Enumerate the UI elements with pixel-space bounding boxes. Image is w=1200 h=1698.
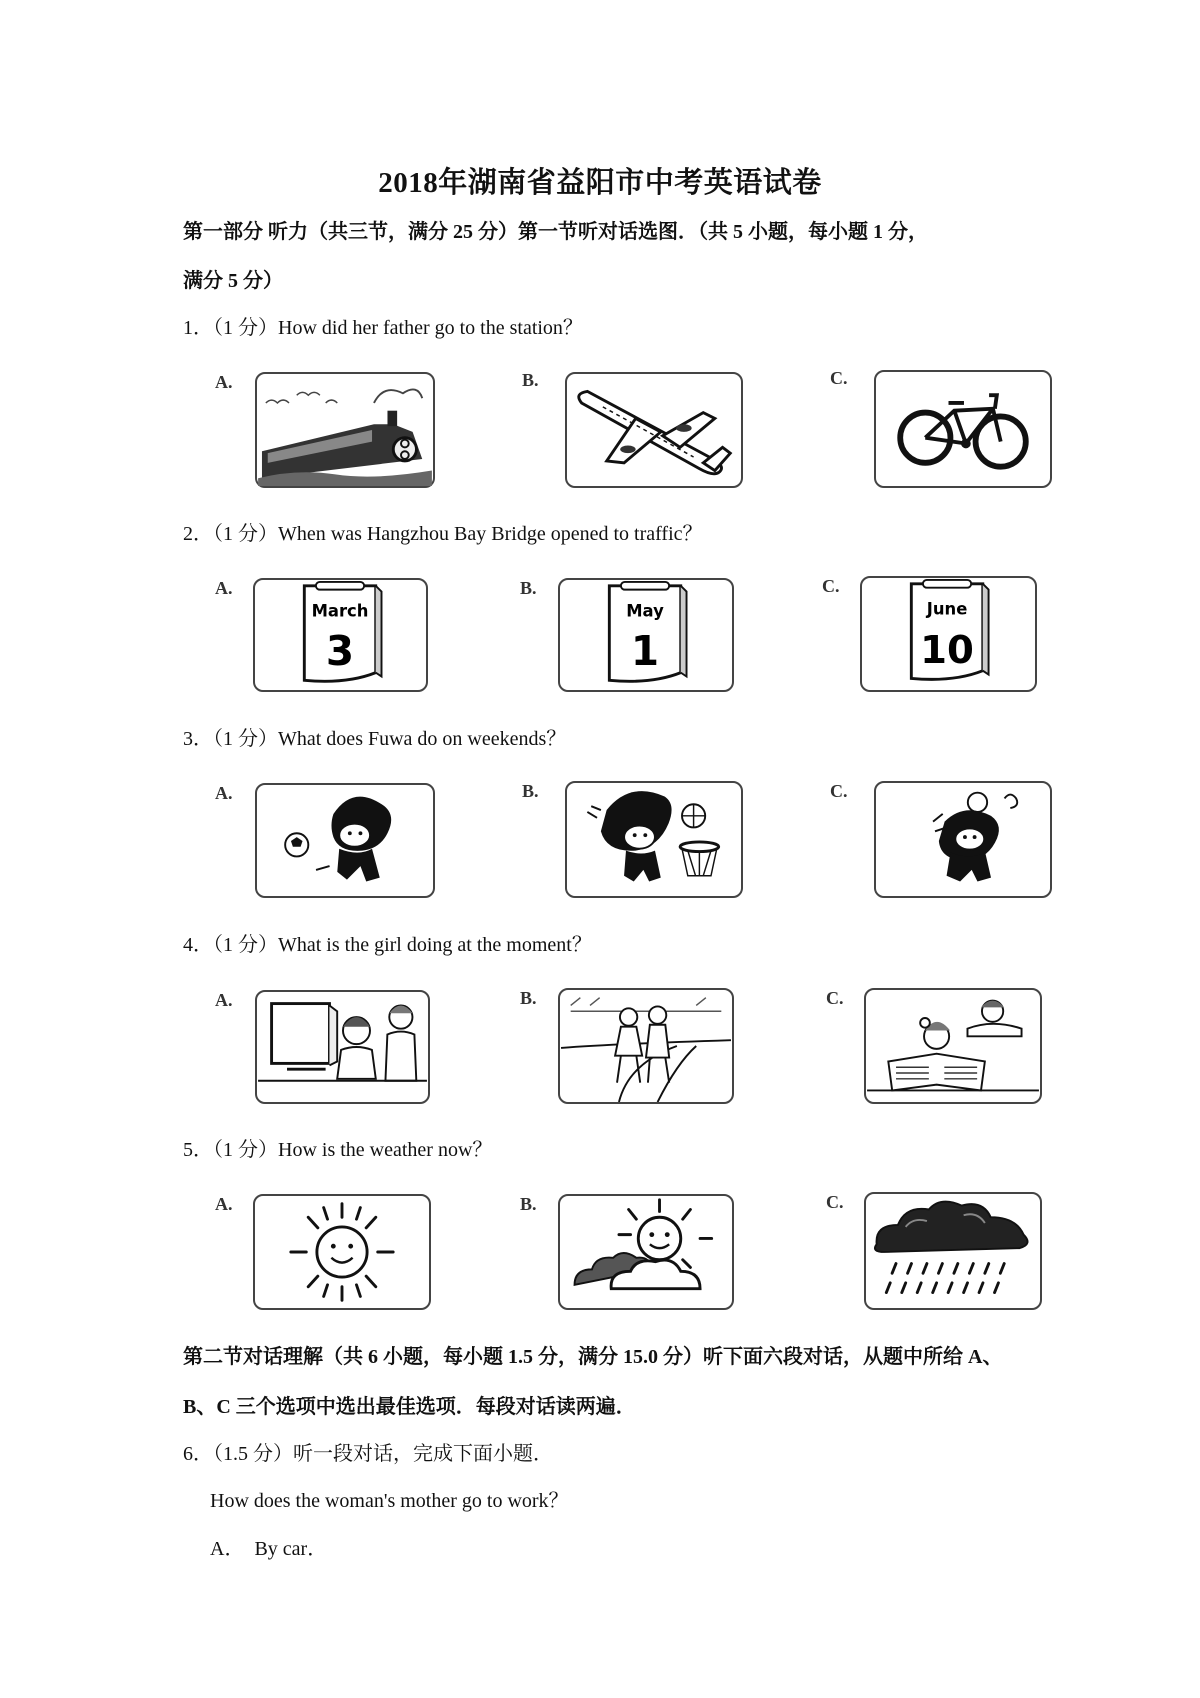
rainy-picture	[864, 1192, 1042, 1310]
q1-option-c-label: C.	[830, 368, 848, 388]
question-number: 6．	[183, 1443, 213, 1465]
question-4	[183, 935, 592, 955]
calendar-day: 1	[630, 626, 660, 675]
question-score: （1 分）	[213, 934, 278, 956]
calendar-icon	[255, 580, 426, 690]
question-3	[183, 729, 566, 749]
q5-option-a-label: A.	[215, 1194, 233, 1214]
sun-cloud-icon	[560, 1196, 732, 1308]
q4-option-a-label: A.	[215, 990, 233, 1010]
calendar-month: March	[311, 601, 369, 621]
question-text: When was Hangzhou Bay Bridge opened to traffic？	[278, 523, 703, 545]
part1-heading-line1: 第一部分 听力（共三节，满分 25 分）第一节听对话选图．（共 5 小题，每小题 1 分，	[183, 221, 928, 243]
q4-option-c-label: C.	[826, 988, 844, 1008]
calendar-month: May	[626, 601, 664, 621]
question-6	[183, 1444, 553, 1464]
q4-option-b-label: B.	[520, 988, 537, 1008]
option-text: By car．	[254, 1538, 328, 1560]
question-score: （1 分）	[213, 728, 278, 750]
q3-option-c-label: C.	[830, 781, 848, 801]
bicycle-picture	[874, 370, 1052, 488]
question-6-option-a	[210, 1539, 327, 1559]
question-number: 4．	[183, 934, 213, 956]
fuwa-soccer-icon	[257, 785, 433, 896]
question-number: 1．	[183, 317, 213, 339]
part2-heading-line2: B、C 三个选项中选出最佳选项．每段对话读两遍．	[183, 1396, 636, 1418]
q2-option-b-label: B.	[520, 578, 537, 598]
question-text: How did her father go to the station？	[278, 317, 583, 339]
q3-option-a-label: A.	[215, 783, 233, 803]
fuwa-volleyball-icon	[876, 783, 1050, 896]
calendar-may-picture	[558, 578, 734, 692]
fuwa-volleyball-picture	[874, 781, 1052, 898]
part1-heading-line2: 满分 5 分）	[183, 270, 283, 292]
calendar-june-picture	[860, 576, 1037, 692]
q5-option-c-label: C.	[826, 1192, 844, 1212]
plane-icon	[567, 374, 741, 486]
option-label: A．	[210, 1538, 245, 1560]
q1-option-a-label: A.	[215, 372, 233, 392]
calendar-day: 10	[920, 627, 974, 673]
question-text: What does Fuwa do on weekends？	[278, 728, 567, 750]
question-score: （1.5 分）	[213, 1443, 293, 1465]
fuwa-basketball-picture	[565, 781, 743, 898]
train-picture	[255, 372, 435, 488]
question-text: What is the girl doing at the moment？	[278, 934, 592, 956]
question-instruction: 听一段对话，完成下面小题．	[293, 1443, 553, 1465]
question-score: （1 分）	[213, 523, 278, 545]
question-text: How is the weather now？	[278, 1139, 493, 1161]
girl-walking-icon	[560, 990, 732, 1102]
calendar-day: 3	[325, 626, 355, 675]
calendar-icon	[560, 580, 732, 690]
q2-option-c-label: C.	[822, 576, 840, 596]
girl-newspaper-icon	[866, 990, 1040, 1102]
girl-newspaper-picture	[864, 988, 1042, 1104]
q3-option-b-label: B.	[522, 781, 539, 801]
girl-computer-icon	[257, 992, 428, 1102]
question-5	[183, 1140, 492, 1160]
calendar-month: June	[926, 599, 968, 619]
q2-option-a-label: A.	[215, 578, 233, 598]
fuwa-soccer-picture	[255, 783, 435, 898]
question-number: 3．	[183, 728, 213, 750]
partly-cloudy-picture	[558, 1194, 734, 1310]
calendar-icon	[862, 578, 1035, 690]
exam-title: 2018年湖南省益阳市中考英语试卷	[378, 167, 822, 199]
sun-icon	[255, 1196, 429, 1308]
part2-heading-line1: 第二节对话理解（共 6 小题，每小题 1.5 分，满分 15.0 分）听下面六段对话，从题中所给 A、	[183, 1346, 1003, 1368]
question-1	[183, 318, 583, 338]
bicycle-icon	[876, 372, 1050, 486]
q1-option-b-label: B.	[522, 370, 539, 390]
train-icon	[257, 374, 433, 486]
question-score: （1 分）	[213, 1139, 278, 1161]
girl-computer-picture	[255, 990, 430, 1104]
fuwa-basketball-icon	[567, 783, 741, 896]
calendar-march-picture	[253, 578, 428, 692]
question-2	[183, 524, 703, 544]
q5-option-b-label: B.	[520, 1194, 537, 1214]
question-score: （1 分）	[213, 317, 278, 339]
rain-cloud-icon	[866, 1194, 1040, 1308]
sunny-picture	[253, 1194, 431, 1310]
question-number: 5．	[183, 1139, 213, 1161]
girl-walking-picture	[558, 988, 734, 1104]
question-number: 2．	[183, 523, 213, 545]
plane-picture	[565, 372, 743, 488]
question-6-text: How does the woman's mother go to work？	[210, 1490, 569, 1512]
